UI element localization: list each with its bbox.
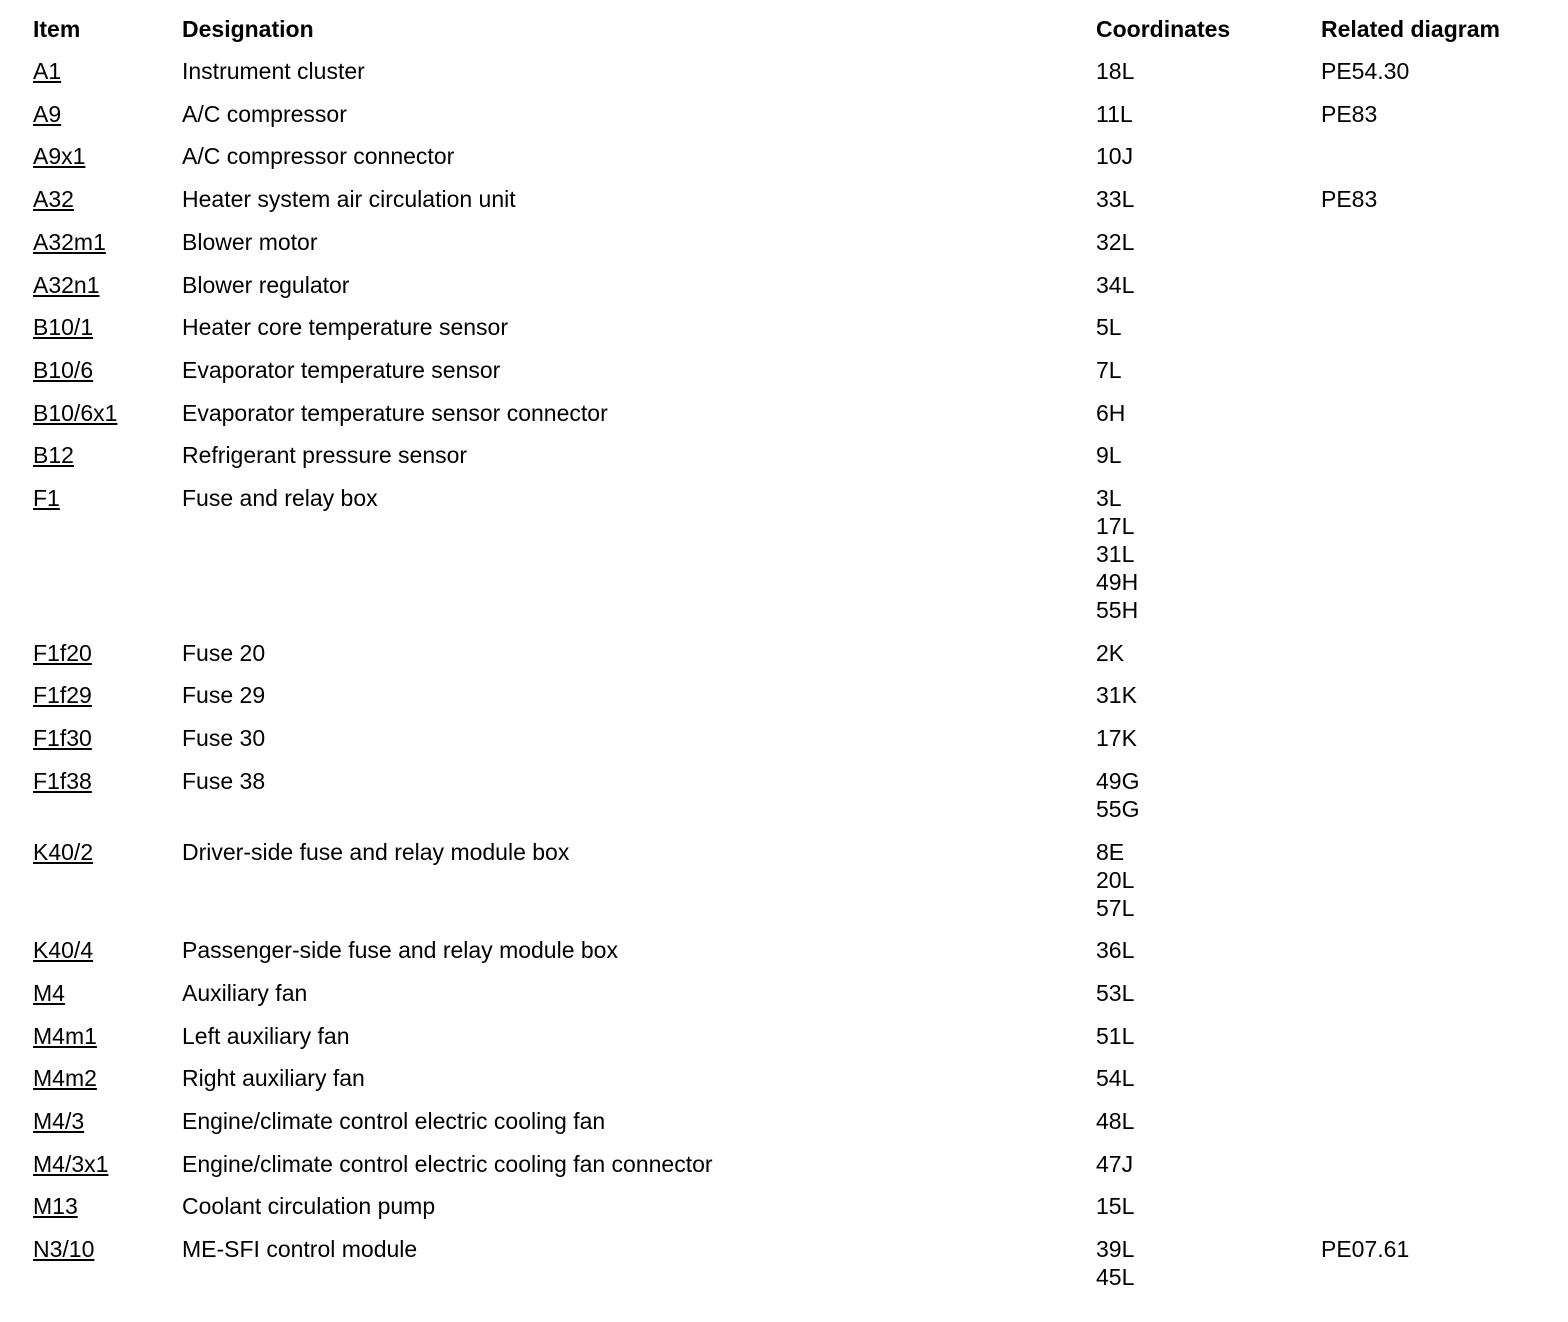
designation-text: Passenger-side fuse and relay module box [182, 937, 618, 964]
table-row [0, 1192, 1568, 1220]
item-link[interactable]: A1 [33, 58, 62, 84]
coordinate-value: 49H [1096, 569, 1139, 595]
table-row [0, 936, 1568, 964]
item-link[interactable]: K40/2 [33, 838, 94, 865]
item-link[interactable]: A32 [33, 186, 74, 213]
table-row [0, 484, 1568, 624]
table-row [0, 979, 1568, 1007]
designation-text: Fuse 20 [182, 639, 266, 666]
designation-text: Engine/climate control electric cooling fan [182, 1108, 606, 1134]
designation-text: Coolant circulation pump [182, 1193, 436, 1220]
table-row [0, 1064, 1568, 1092]
item-link[interactable]: F1f29 [33, 682, 92, 709]
item-link[interactable]: M4/3 [33, 1108, 85, 1134]
table-row [0, 838, 1568, 922]
coordinates-cell [1096, 1150, 1133, 1178]
coordinate-value: 17K [1096, 725, 1137, 752]
item-link[interactable]: A32m1 [33, 228, 106, 255]
designation-text: Evaporator temperature sensor connector [182, 399, 608, 426]
coordinate-value: 31L [1096, 541, 1135, 567]
item-link[interactable]: B10/6 [33, 356, 94, 383]
item-link[interactable]: B12 [33, 442, 74, 469]
item-link[interactable]: M4 [33, 979, 65, 1006]
item-link[interactable]: N3/10 [33, 1236, 95, 1263]
coordinates-cell [1096, 1235, 1134, 1291]
table-row [0, 185, 1568, 213]
coordinate-value: 47J [1096, 1150, 1134, 1177]
related-diagram: PE54.30 [1321, 58, 1410, 84]
designation-text: Evaporator temperature sensor [182, 356, 501, 383]
coordinates-cell [1096, 313, 1122, 341]
table-row [0, 724, 1568, 752]
coordinate-value: 32L [1096, 228, 1135, 255]
table-row [0, 639, 1568, 667]
coordinate-value: 51L [1096, 1022, 1135, 1049]
coordinate-value: 9L [1096, 442, 1122, 469]
header-related-diagram: Related diagram [1321, 16, 1500, 42]
coordinate-value: 15L [1096, 1193, 1135, 1220]
coordinate-value: 45L [1096, 1264, 1135, 1291]
item-link[interactable]: A9 [33, 100, 62, 127]
coordinate-value: 55G [1096, 795, 1140, 822]
designation-text: Heater system air circulation unit [182, 186, 516, 213]
table-row [0, 681, 1568, 709]
related-diagram: PE07.61 [1321, 1236, 1410, 1263]
table-row [0, 1022, 1568, 1050]
item-link[interactable]: M4/3x1 [33, 1150, 109, 1177]
coordinate-value: 5L [1096, 314, 1122, 341]
table-row [0, 57, 1568, 85]
header-item: Item [33, 16, 81, 42]
coordinate-value: 11L [1096, 100, 1133, 127]
coordinates-cell [1096, 271, 1134, 299]
table-row [0, 1235, 1568, 1291]
coordinate-value: 7L [1096, 356, 1122, 383]
designation-text: A/C compressor connector [182, 143, 455, 170]
designation-text: Auxiliary fan [182, 979, 308, 1006]
coordinates-cell [1096, 1064, 1134, 1092]
coordinate-value: 54L [1096, 1065, 1135, 1092]
coordinates-cell [1096, 399, 1125, 427]
coordinates-cell [1096, 100, 1133, 128]
coordinate-value: 3L [1096, 485, 1122, 511]
related-diagram: PE83 [1321, 100, 1378, 127]
designation-text: Fuse 29 [182, 682, 266, 709]
item-link[interactable]: A32n1 [33, 271, 100, 298]
coordinates-cell [1096, 1192, 1134, 1220]
coordinate-value: 34L [1096, 271, 1135, 298]
coordinates-cell [1096, 767, 1139, 823]
table-row [0, 313, 1568, 341]
table-header-row [0, 15, 1568, 43]
table-row [0, 271, 1568, 299]
item-link[interactable]: M4m1 [33, 1022, 97, 1049]
coordinate-value: 20L [1096, 866, 1135, 893]
designation-text: A/C compressor [182, 100, 347, 127]
coordinate-value: 6H [1096, 399, 1126, 426]
item-link[interactable]: A9x1 [33, 143, 86, 170]
coordinates-cell [1096, 681, 1137, 709]
item-link[interactable]: F1f38 [33, 767, 92, 794]
designation-text: Blower regulator [182, 271, 350, 298]
item-link[interactable]: F1f20 [33, 639, 92, 666]
coordinates-cell [1096, 724, 1137, 752]
coordinate-value: 55H [1096, 597, 1139, 623]
table-row [0, 399, 1568, 427]
coordinates-cell [1096, 142, 1133, 170]
coordinate-value: 18L [1096, 58, 1135, 84]
coordinates-cell [1096, 185, 1134, 213]
coordinates-cell [1096, 979, 1134, 1007]
coordinates-cell [1096, 228, 1134, 256]
related-diagram: PE83 [1321, 186, 1378, 213]
coordinate-value: 8E [1096, 838, 1125, 865]
header-designation: Designation [182, 16, 314, 42]
table-row [0, 100, 1568, 128]
coordinates-cell [1096, 441, 1122, 469]
designation-text: Heater core temperature sensor [182, 314, 508, 341]
designation-text: ME-SFI control module [182, 1236, 418, 1263]
designation-text: Blower motor [182, 228, 318, 255]
designation-text: Engine/climate control electric cooling fan connector [182, 1150, 713, 1177]
table-row [0, 767, 1568, 823]
header-coordinates: Coordinates [1096, 16, 1231, 42]
designation-text: Right auxiliary fan [182, 1065, 365, 1092]
table-row [0, 1107, 1568, 1135]
coordinates-cell [1096, 484, 1138, 624]
designation-text: Fuse 38 [182, 767, 266, 794]
designation-text: Fuse 30 [182, 725, 266, 752]
designation-text: Left auxiliary fan [182, 1022, 350, 1049]
item-link[interactable]: F1f30 [33, 725, 92, 752]
item-link[interactable]: M13 [33, 1193, 78, 1220]
coordinate-value: 33L [1096, 186, 1135, 213]
item-link[interactable]: M4m2 [33, 1065, 97, 1092]
item-link[interactable]: B10/1 [33, 314, 94, 341]
coordinate-value: 57L [1096, 894, 1135, 921]
coordinate-value: 36L [1096, 937, 1135, 964]
coordinates-cell [1096, 1107, 1134, 1135]
designation-text: Refrigerant pressure sensor [182, 442, 468, 469]
coordinate-value: 10J [1096, 143, 1134, 170]
item-link[interactable]: B10/6x1 [33, 399, 118, 426]
coordinates-cell [1096, 1022, 1134, 1050]
item-link[interactable]: F1 [33, 485, 60, 511]
table-row [0, 228, 1568, 256]
designation-text: Instrument cluster [182, 58, 365, 84]
coordinate-value: 49G [1096, 767, 1140, 794]
table-row [0, 1150, 1568, 1178]
coordinate-value: 48L [1096, 1108, 1135, 1134]
table-row [0, 142, 1568, 170]
coordinate-value: 31K [1096, 682, 1137, 709]
item-link[interactable]: K40/4 [33, 937, 94, 964]
table-row [0, 356, 1568, 384]
coordinates-cell [1096, 57, 1134, 85]
coordinates-cell [1096, 936, 1134, 964]
coordinates-cell [1096, 838, 1134, 922]
coordinates-cell [1096, 639, 1124, 667]
coordinate-value: 2K [1096, 639, 1125, 666]
coordinate-value: 39L [1096, 1236, 1135, 1263]
coordinates-cell [1096, 356, 1122, 384]
coordinate-value: 17L [1096, 513, 1135, 539]
designation-text: Driver-side fuse and relay module box [182, 838, 570, 865]
designation-text: Fuse and relay box [182, 485, 378, 511]
coordinate-value: 53L [1096, 979, 1135, 1006]
table-row [0, 441, 1568, 469]
